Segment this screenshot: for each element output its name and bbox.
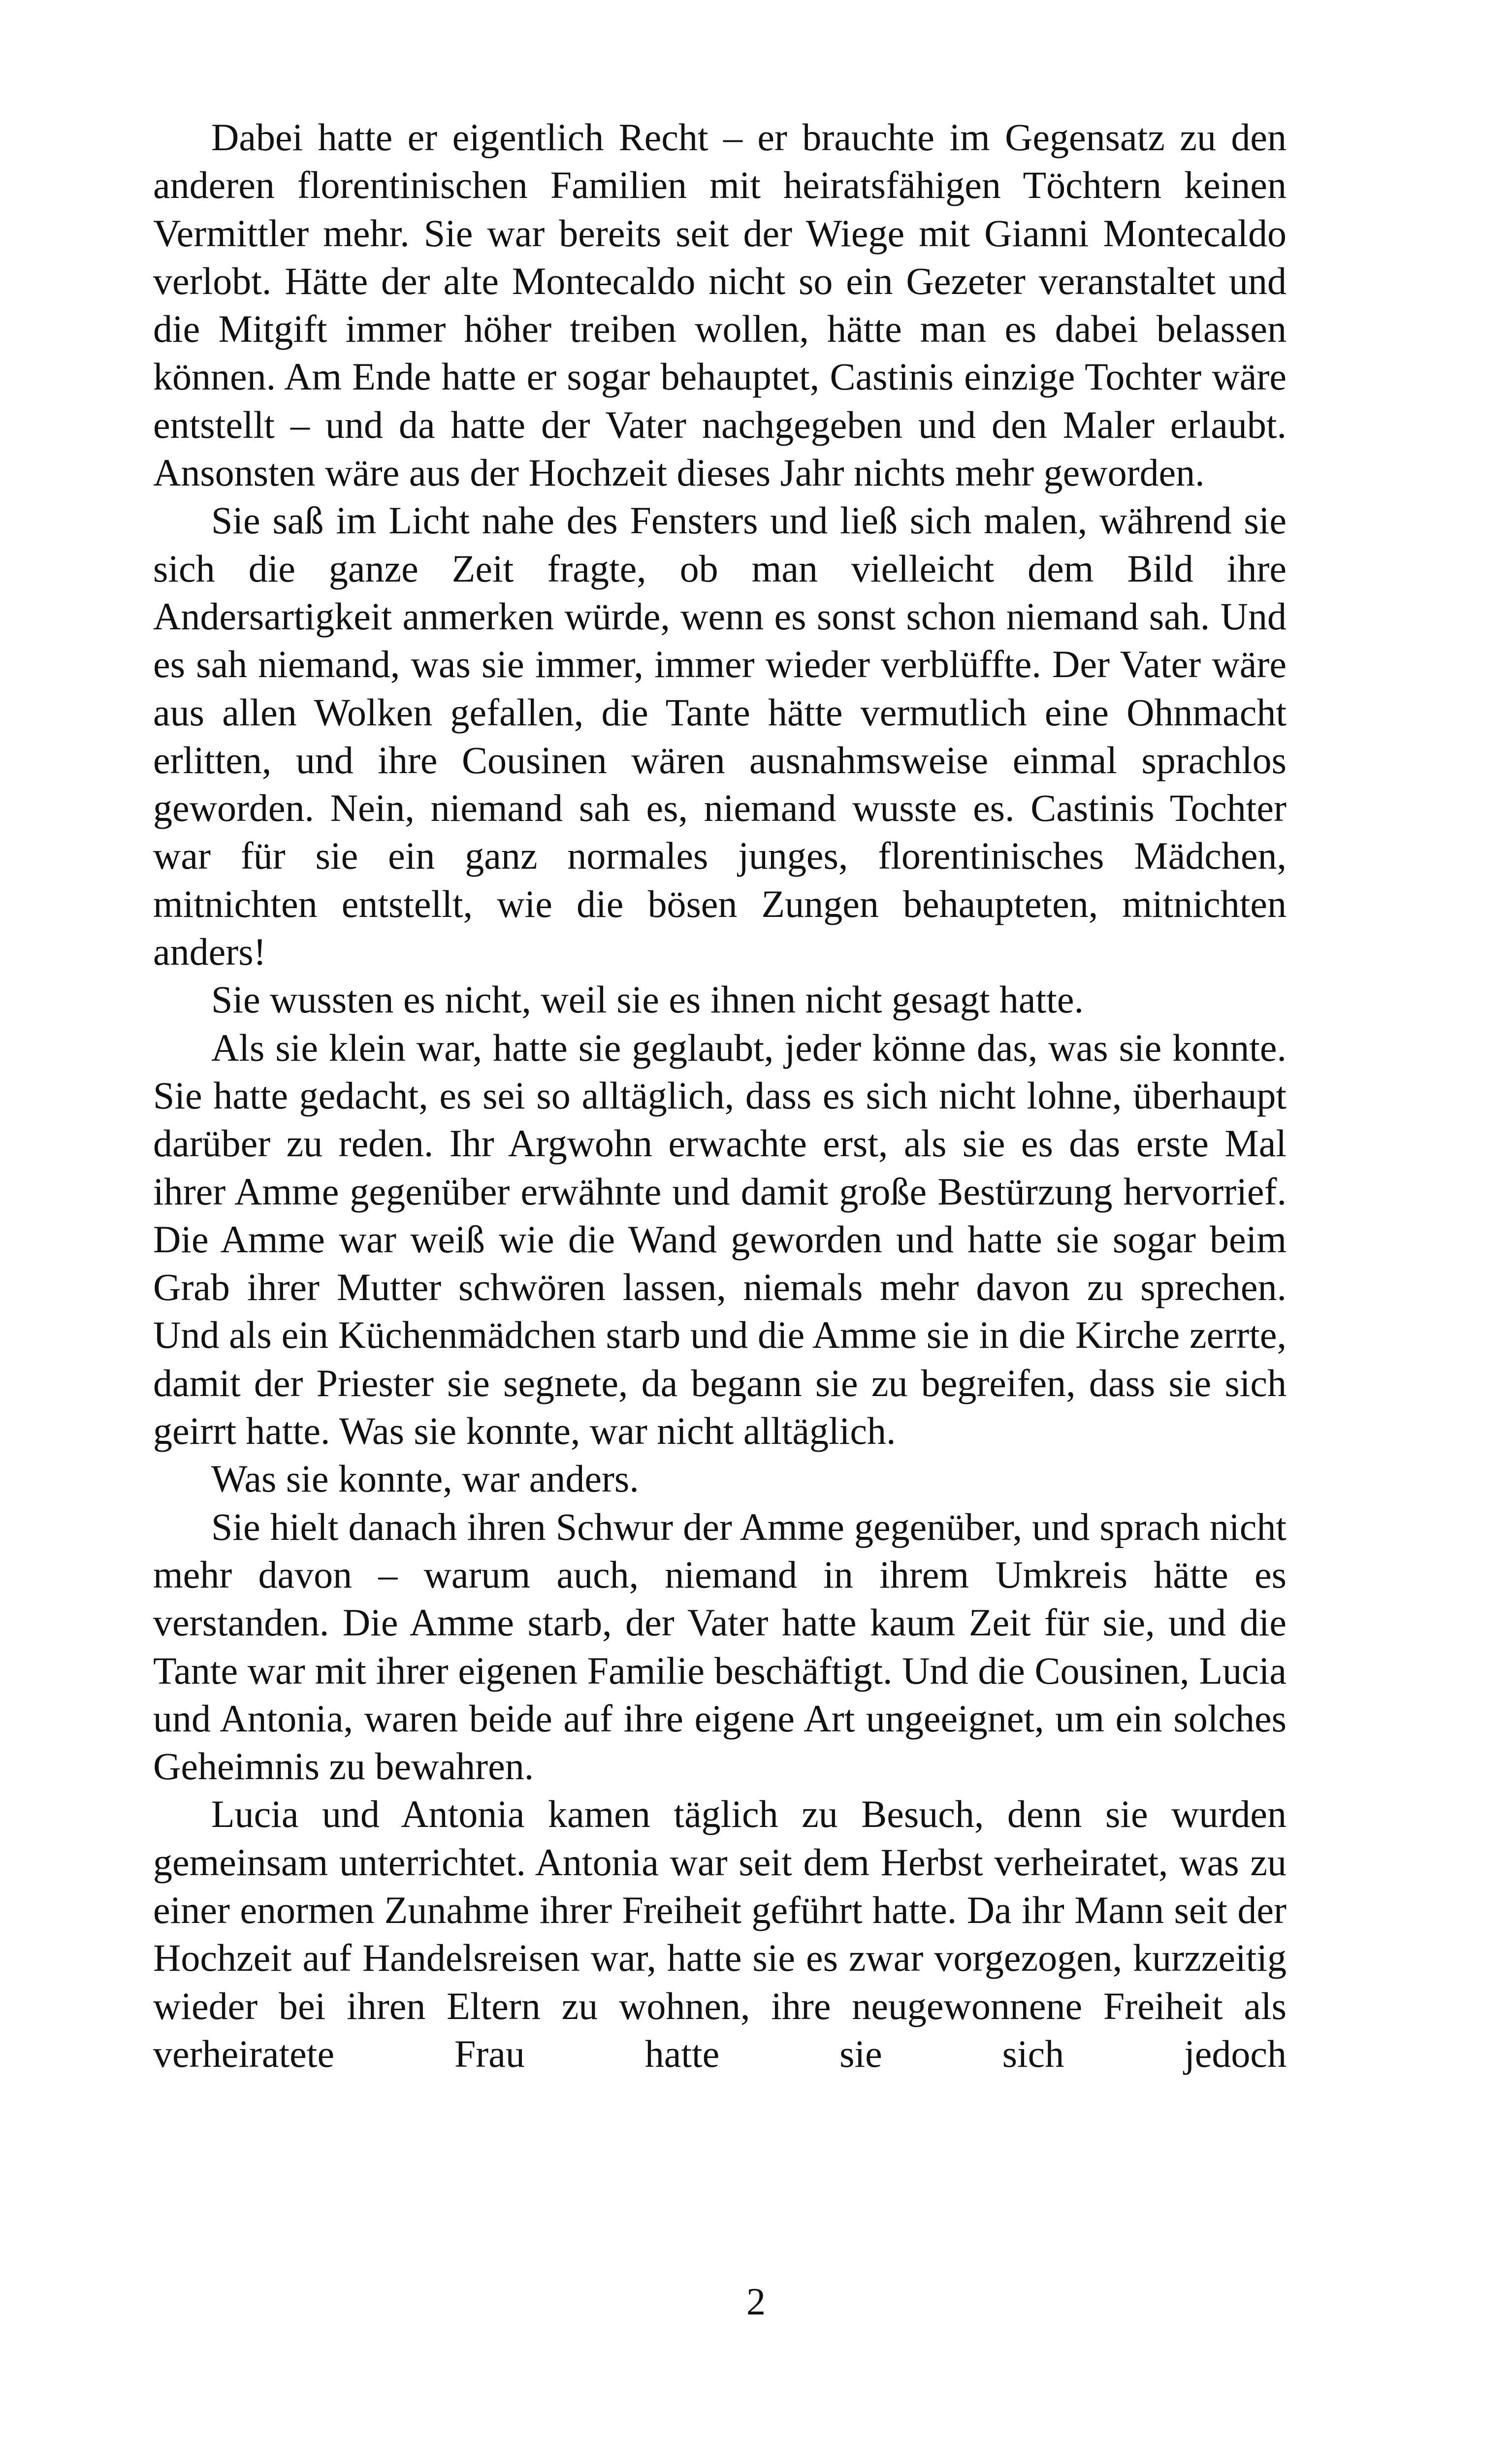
paragraph-6: Sie hielt danach ihren Schwur der Amme gegenüber, und sprach nicht mehr davon – warum auch, niemand in ihrem Umkreis hätte es verstanden. Die Amme starb, der Vater hatte kaum Zeit für sie, und die Tante war mit ihrer eigenen Familie beschäftigt. Und die Cousinen, Lucia und Antonia, waren beide auf ihre eigene Art ungeeignet, um ein solches Geheimnis zu bewahren. <box>153 1505 1287 1788</box>
page-number: 2 <box>746 2280 766 2323</box>
paragraph-1: Dabei hatte er eigentlich Recht – er brauchte im Gegensatz zu den anderen florentinischen Familien mit heiratsfähigen Töchtern keinen Vermittler mehr. Sie war bereits seit der Wiege mit Gianni Montecaldo verlobt. Hätte der alte Montecaldo nicht so ein Gezeter veranstaltet und die Mitgift immer höher treiben wollen, hätte man es dabei belassen können. Am Ende hatte er sogar behauptet, Castinis einzige Tochter wäre entstellt – und da hatte der Vater nachgegeben und den Maler erlaubt. Ansonsten wäre aus der Hochzeit dieses Jahr nichts mehr geworden. <box>153 116 1287 494</box>
paragraph-7: Lucia und Antonia kamen täglich zu Besuch, denn sie wurden gemeinsam unterrichtet. Antonia war seit dem Herbst verheiratet, was zu einer enormen Zunahme ihrer Freiheit geführt hatte. Da ihr Mann seit der Hochzeit auf Handelsreisen war, hatte sie es zwar vorgezogen, kurzzeitig wieder bei ihren Eltern zu wohnen, ihre neugewonnene Freiheit als verheiratete Frau hatte sie sich jedoch <box>153 1792 1287 2075</box>
body-text <box>153 113 1287 2078</box>
paragraph-2: Sie saß im Licht nahe des Fensters und ließ sich malen, während sie sich die ganze Zeit fragte, ob man vielleicht dem Bild ihre Andersartigkeit anmerken würde, wenn es sonst schon niemand sah. Und es sah niemand, was sie immer, immer wieder verblüffte. Der Vater wäre aus allen Wolken gefallen, die Tante hätte vermutlich eine Ohnmacht erlitten, und ihre Cousinen wären ausnahmsweise einmal sprachlos geworden. Nein, niemand sah es, niemand wusste es. Castinis Tochter war für sie ein ganz normales junges, florentinisches Mädchen, mitnichten entstellt, wie die bösen Zungen behaupteten, mitnichten anders! <box>153 499 1287 974</box>
paragraph-5: Was sie konnte, war anders. <box>211 1457 639 1500</box>
paragraph-4: Als sie klein war, hatte sie geglaubt, jeder könne das, was sie konnte. Sie hatte gedacht, es sei so alltäglich, dass es sich nicht lohne, überhaupt darüber zu reden. Ihr Argwohn erwachte erst, als sie es das erste Mal ihrer Amme gegenüber erwähnte und damit große Bestürzung hervorrief. Die Amme war weiß wie die Wand geworden und hatte sie sogar beim Grab ihrer Mutter schwören lassen, niemals mehr davon zu sprechen. Und als ein Küchenmädchen starb und die Amme sie in die Kirche zerrte, damit der Priester sie segnete, da begann sie zu begreifen, dass sie sich geirrt hatte. Was sie konnte, war nicht alltäglich. <box>153 1026 1287 1453</box>
paragraph-3: Sie wussten es nicht, weil sie es ihnen nicht gesagt hatte. <box>211 978 1084 1021</box>
